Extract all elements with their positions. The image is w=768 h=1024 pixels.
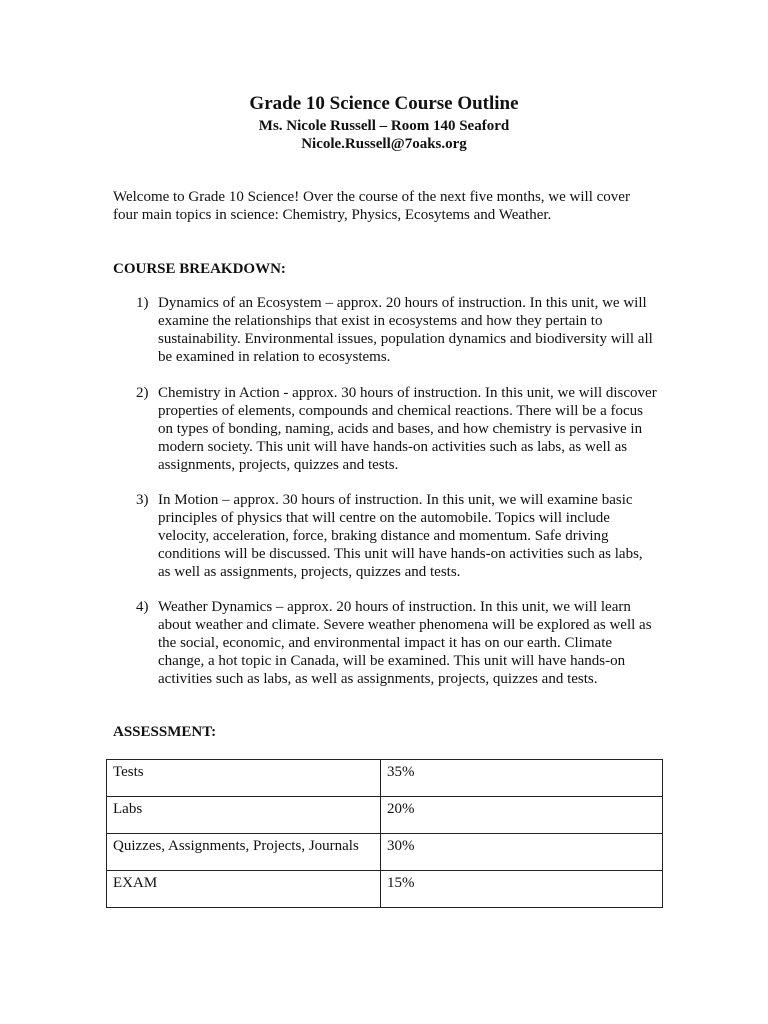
table-row <box>107 760 663 797</box>
breakdown-item-text: Dynamics of an Ecosystem – approx. 20 hours of instruction. In this unit, we will examine the relationships that exist in ecosystems and how they pertain to sustainability. Environmental issues, population dynamics and biodiversity will all be examined in relation to ecosystems. <box>158 295 653 365</box>
assessment-weight-cell: 15% <box>381 871 663 908</box>
breakdown-item-text: In Motion – approx. 30 hours of instruction. In this unit, we will examine basic principles of physics that will centre on the automobile. Topics will include velocity, acceleration, force, braking distance and momentum. Safe driving conditions will be discussed. This unit will have hands-on activities such as labs, as well as assignments, projects, quizzes and tests. <box>158 492 643 580</box>
teacher-email: Nicole.Russell@7oaks.org <box>301 136 467 152</box>
document-title: Grade 10 Science Course Outline <box>249 93 519 114</box>
breakdown-item-text: Weather Dynamics – approx. 20 hours of instruction. In this unit, we will learn about weather and climate. Severe weather phenomena will be explored as well as the social, economic, and environmental impact it has on our earth. Climate change, a hot topic in Canada, will be examined. This unit will have hands-on activities such as labs, as well as assignments, projects, quizzes and tests. <box>158 599 652 687</box>
assessment-item-cell: Tests <box>107 760 381 797</box>
breakdown-item-number: 1) <box>136 295 149 311</box>
assessment-weight-cell: 20% <box>381 797 663 834</box>
teacher-line: Ms. Nicole Russell – Room 140 Seaford <box>258 118 510 134</box>
assessment-item-cell: EXAM <box>107 871 381 908</box>
breakdown-item-text: Chemistry in Action - approx. 30 hours of instruction. In this unit, we will discover properties of elements, compounds and chemical reactions. There will be a focus on types of bonding, naming, acids and bases, and how chemistry is pervasive in modern society. This unit will have hands-on activities such as labs, as well as assignments, projects, quizzes and tests. <box>158 385 657 473</box>
breakdown-item-number: 2) <box>136 385 149 401</box>
assessment-table <box>106 759 663 908</box>
breakdown-item-number: 3) <box>136 492 149 508</box>
assessment-weight-cell: 35% <box>381 760 663 797</box>
table-row <box>107 797 663 834</box>
assessment-item-cell: Quizzes, Assignments, Projects, Journals <box>107 834 381 871</box>
table-row <box>107 834 663 871</box>
assessment-weight-cell: 30% <box>381 834 663 871</box>
assessment-item-cell: Labs <box>107 797 381 834</box>
breakdown-item-number: 4) <box>136 599 149 615</box>
course-breakdown-heading: COURSE BREAKDOWN: <box>113 261 286 277</box>
table-row <box>107 871 663 908</box>
assessment-heading: ASSESSMENT: <box>113 724 217 740</box>
intro-paragraph: Welcome to Grade 10 Science! Over the course of the next five months, we will cover four main topics in science: Chemistry, Physics, Ecosytems and Weather. <box>113 189 630 223</box>
